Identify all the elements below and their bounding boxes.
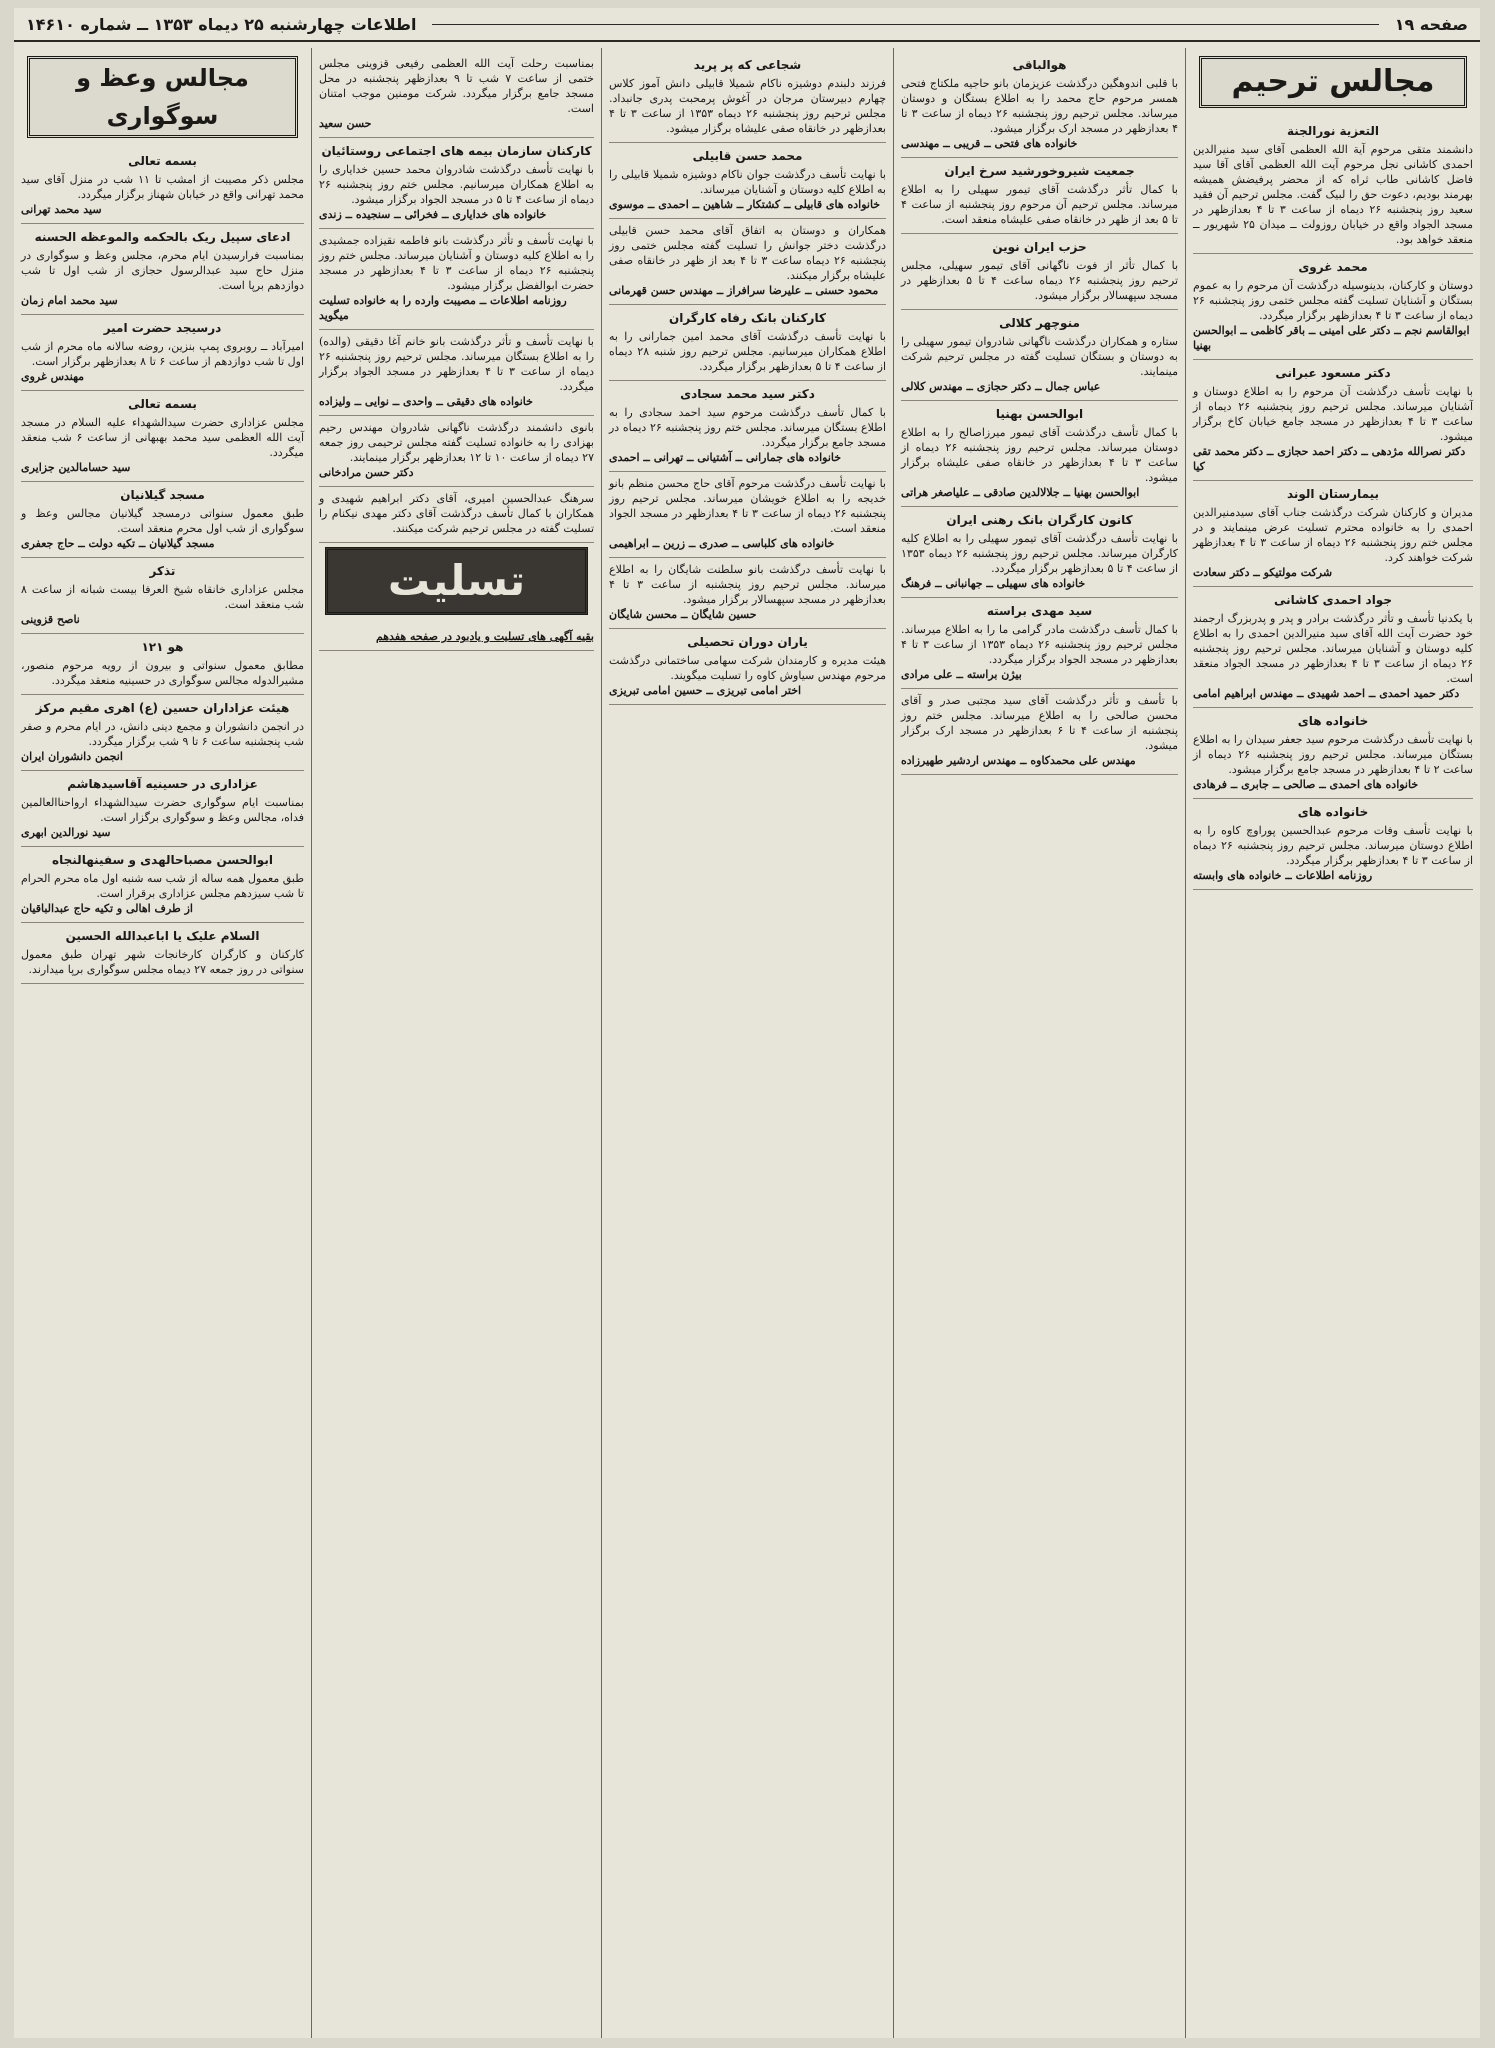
notice-signature: خانواده های قابیلی ــ کشتکار ــ شاهین ــ احمدی ــ موسوی [609, 198, 881, 211]
notice-title: یاران دوران تحصیلی [687, 635, 808, 649]
notice-title: بسمه تعالی [128, 397, 197, 411]
notice-title: بیمارستان الوند [1286, 487, 1380, 501]
notice-signature: خانواده های فتحی ــ قریبی ــ مهندسی [901, 137, 1078, 150]
notice [609, 219, 886, 305]
notice-signature: انجمن دانشوران ایران [21, 750, 123, 763]
notice-body: مطابق معمول سنواتی و بیرون از رویه مرحوم منصور، مشیرالدوله مجالس سوگواری در حسینیه منعقد میگردد. [21, 659, 304, 687]
notice [21, 224, 304, 315]
column-2-notices [901, 52, 1178, 775]
column-3-notices [609, 52, 886, 705]
notice [21, 634, 304, 695]
notice-signature: حسین شایگان ــ محسن شایگان [609, 608, 757, 621]
notice-signature: عباس جمال ــ دکتر حجازی ــ مهندس کلالی [901, 380, 1101, 393]
page-label: صفحه ۱۹ [1394, 14, 1468, 34]
notice-body: با کمال تأثر درگذشت آقای تیمور سهیلی را به اطلاع میرساند. مجلس ترحیم آن مرحوم روز پنجشنبه از ساعت ۴ تا ۵ بعد از ظهر در خانقاه صفی علیشاه منعقد است. [901, 183, 1178, 226]
notice-body: با نهایت تأسف درگذشت مرحوم آقای حاج محسن منظم بانو خدیجه را به اطلاع خویشان میرساند. مجلس ترحیم روز پنجشنبه ۲۶ دیماه از ساعت ۳ تا ۴ بعدازظهر در مسجد الجواد منعقد است. [609, 477, 887, 535]
notice [901, 507, 1178, 598]
notice [901, 689, 1178, 775]
column-1-notices [1193, 118, 1473, 890]
notice-signature: شرکت مولتیکو ــ دکتر سعادت [1193, 566, 1333, 579]
notice-body: با نهایت تأسف وفات مرحوم عبدالحسین پوراوچ کاوه را به اطلاع دوستان میرساند. مجلس ترحیم روز پنجشنبه ۲۶ دیماه از ساعت ۳ تا ۴ بعدازظهر برگزار میگردد. [1193, 824, 1473, 867]
notice [1193, 481, 1473, 587]
notice [609, 472, 886, 558]
notice-body: مجلس ذکر مصیبت از امشب تا ۱۱ شب در منزل آقای سید محمد تهرانی واقع در خیابان شهناز برگزار میگردد. [21, 173, 304, 201]
notice-body: بانوی دانشمند درگذشت ناگهانی شادروان مهندس رحیم بهزادی را به خانواده تسلیت گفته مجلس ترحیمی روز جمعه ۲۷ دیماه از ساعت ۱۰ تا ۱۲ بعدازظهر برگزار مینمایند. [319, 421, 594, 464]
notice-body: با یکدنیا تأسف و تأثر درگذشت برادر و پدر و پدربزرگ ارجمند خود حضرت آیت الله آقای سید منیرالدین احمدی را به اطلاع کلیه دوستان و آشنایان میرساند. مجلس ترحیم روز پنجشنبه ۲۶ دیماه از ساعت ۳ تا ۴ بعدازظهر در مسجد الجواد منعقد است. [1193, 612, 1473, 685]
notice-title: محمد غروی [1298, 260, 1368, 274]
notice-title: خانواده های [1297, 805, 1369, 819]
notice-body: با نهایت تأسف درگذشت بانو سلطنت شایگان را به اطلاع میرساند. مجلس ترحیم روز پنجشنبه از ساعت ۳ تا ۴ بعدازظهر در مسجد سپهسالار برگزار میشود. [609, 563, 886, 606]
notice [21, 847, 304, 923]
notice-title: ادعای سپیل ریک بالحکمه والموعظه الحسنه [34, 230, 291, 244]
notice-body: دانشمند متقی مرحوم آیة الله العظمی آقای سید منیرالدین احمدی کاشانی نجل مرحوم آیت الله العظمی آقای آقا سید فاضل کاشانی طاب ثراه که از محضر پرفیضش همیشه بهرمند بودیم، دعوت حق را لبیک گفت. مجلس ترحیم آن فقید سعید روز پنجشنبه ۲۶ دیماه از ساعت ۳ تا ۴ بعدازظهر در مسجد الجواد واقع در خیابان روزولت ــ میدان ۲۵ شهریور ــ منعقد خواهد بود. [1193, 143, 1474, 246]
notice-signature: سید حسامالدین جزایری [21, 461, 131, 474]
notice-body: با نهایت تأسف درگذشت آقای محمد امین جمارانی را به اطلاع همکاران میرسانیم. مجلس ترحیم روز شنبه ۲۸ دیماه از ساعت ۴ تا ۵ بعدازظهر برگزار میگردد. [609, 330, 886, 373]
notice-signature: محمود حسنی ــ علیرضا سرافراز ــ مهندس حسن قهرمانی [609, 284, 879, 297]
notice-signature: دکتر حمید احمدی ــ احمد شهیدی ــ مهندس ابراهیم امامی [1193, 687, 1460, 700]
notice-body: مجلس عزاداری خانقاه شیخ العرفا بیست شبانه از ساعت ۸ شب منعقد است. [21, 583, 304, 611]
notice-title: مسجد گیلانیان [120, 488, 205, 502]
notice-body: در انجمن دانشوران و مجمع دینی دانش، در ایام محرم و صفر شب پنجشنبه ساعت ۶ تا ۹ شب برگزار میگردد. [21, 720, 304, 748]
notice-title: تذکر [149, 564, 176, 578]
notice-signature: دکتر حسن مرادخانی [319, 466, 414, 479]
notice-body: ستاره و همکاران درگذشت ناگهانی شادروان تیمور سهیلی را به دوستان و بستگان تسلیت گفته در مجلس ترحیم شرکت مینمایند. [901, 335, 1178, 378]
notice [901, 310, 1178, 401]
notice-signature: ناصح قزوینی [21, 613, 80, 626]
notice-body: با نهایت تأسف درگذشت آن مرحوم را به اطلاع دوستان و آشنایان میرساند. مجلس ترحیم روز پنجشنبه ۲۶ دیماه از ساعت ۳ تا ۴ بعدازظهر در مسجد جامع خیابان کاخ برگزار میشود. [1193, 385, 1474, 443]
notice-title: هوالباقی [1012, 58, 1067, 72]
notice-body: دوستان و کارکنان، بدینوسیله درگذشت آن مرحوم را به عموم بستگان و آشنایان تسلیت گفته مجلس ختمی روز پنجشنبه ۲۶ دیماه از ساعت ۳ تا ۴ بعدازظهر برگزار میگردد. [1193, 279, 1473, 322]
notice [319, 330, 594, 416]
notice-signature: خانواده های دقیقی ــ واحدی ــ نوایی ــ ولیزاده [319, 395, 533, 408]
notice [609, 143, 886, 219]
notice-title: هو ۱۲۱ [141, 640, 184, 654]
notice-body: با کمال تأسف درگذشت آقای تیمور میرزاصالح را به اطلاع دوستان میرساند. مجلس ترحیم روز پنجشنبه ۲۶ دیماه از ساعت ۳ تا ۴ بعدازظهر در خانقاه صفی علیشاه برگزار میشود. [901, 426, 1178, 484]
notice-title: کارکنان بانک رفاه کارگران [669, 311, 826, 325]
header-rule [432, 24, 1378, 25]
notice-body: با نهایت تأسف درگذشت شادروان محمد حسین خدایاری را به اطلاع همکاران میرسانیم. مجلس ختم روز پنجشنبه ۲۶ دیماه از ساعت ۴ تا ۵ در مسجد الجواد برگزار میشود. [319, 163, 594, 206]
notice-signature: اختر امامی تبریزی ــ حسین امامی تبریزی [609, 684, 802, 697]
notice-body: بمناسبت ایام سوگواری حضرت سیدالشهداء ارواحناالعالمین فداه، مجالس وعظ و سوگواری برگزار است. [21, 796, 304, 824]
notice-body: امیرآباد ــ روبروی پمپ بنزین، روضه سالانه ماه محرم از شب اول تا شب دوازدهم از ساعت ۶ تا ۸ بعدازظهر برگزار است. [21, 340, 304, 368]
notice-title: ابوالحسن بهنیا [995, 407, 1084, 421]
notice-body: طبق معمول سنواتی درمسجد گیلانیان مجالس وعظ و سوگواری از شب اول محرم منعقد است. [21, 507, 304, 535]
footer-note-text: بقیه آگهی های تسلیت و یادبود در صفحه هفدهم [375, 630, 594, 643]
notice-signature: خانواده های کلباسی ــ صدری ــ زرین ــ ابراهیمی [609, 537, 835, 550]
notice-signature: ابوالقاسم نجم ــ دکتر علی امینی ــ باقر کاظمی ــ ابوالحسن بهنیا [1193, 324, 1470, 352]
notice-signature: مسجد گیلانیان ــ تکیه دولت ــ حاج جعفری [21, 537, 215, 550]
notice-signature: ابوالحسن بهنیا ــ جلالالدین صادقی ــ علیاصغر هراتی [901, 486, 1140, 499]
notice-title: منوچهر کلالی [999, 316, 1080, 330]
notice-body: فرزند دلبندم دوشیزه ناکام شمیلا قابیلی دانش آموز کلاس چهارم دبیرستان مرجان در آغوش پرمحبت پدری جانبداد. مجلس ترحیم روز پنجشنبه ۲۶ دیماه ۱۳۵۳ از ساعت ۳ تا ۴ بعدازظهر در خانقاه صفی علیشاه برگزار میشود. [609, 77, 887, 135]
notice-signature: حسن سعید [319, 117, 372, 130]
notice-title: جمعیت شیروخورشید سرخ ایران [944, 164, 1135, 178]
column-3 [601, 48, 893, 2038]
notice-title: شجاعی که پر پرید [693, 58, 802, 72]
vaaz-banner: مجالس وعظ و سوگواری [27, 56, 298, 138]
notice-title: عزاداری در حسینیه آقاسیدهاشم [67, 777, 258, 791]
notice [319, 229, 594, 330]
notice-title: هیئت عزاداران حسین (ع) اهری مقیم مرکز [35, 701, 290, 715]
notice-body: با نهایت تأسف درگذشت جوان ناکام دوشیزه شمیلا قابیلی را به اطلاع کلیه دوستان و آشنایان میرساند. [609, 168, 886, 196]
taslit-banner: تسلیت [325, 547, 588, 615]
notice-body: بمناسبت فرارسیدن ایام محرم، مجلس وعظ و سوگواری در منزل حاج سید عبدالرسول حجازی از شب اول تا شب دوازدهم برپا است. [21, 249, 304, 292]
notice [901, 52, 1178, 158]
notice [1193, 587, 1473, 708]
notice-signature: خانواده های سهیلی ــ جهانبانی ــ فرهنگ [901, 577, 1086, 590]
notice [21, 771, 304, 847]
notice-body: کارکنان و کارگران کارخانجات شهر تهران طبق معمول سنواتی در روز جمعه ۲۷ دیماه مجلس سوگواری برپا میدارند. [21, 948, 304, 976]
column-4-notices-top [319, 52, 594, 543]
notice-body: هیئت مدیره و کارمندان شرکت سهامی ساختمانی درگذشت مرحوم مهندس سیاوش کاوه را تسلیت میگویند. [609, 654, 886, 682]
notice-title: کارکنان سازمان بیمه های اجتماعی روستائیان [321, 144, 592, 158]
notice [319, 487, 594, 543]
notice [1193, 799, 1473, 890]
notice [609, 629, 886, 705]
notice [21, 315, 304, 391]
notice-body: با کمال تأسف درگذشت مرحوم سید احمد سجادی را به اطلاع بستگان میرساند. مجلس ختم روز پنجشنبه ۲۶ دیماه در مسجد جامع برگزار میگردد. [609, 406, 886, 449]
notice-signature: بیژن براسته ــ علی مرادی [901, 668, 1022, 681]
notice-signature: از طرف اهالی و تکیه حاج عبدالباقیان [21, 902, 193, 915]
notice-signature: سید محمد تهرانی [21, 203, 102, 216]
notice [319, 52, 594, 138]
notice [21, 391, 304, 482]
newspaper-page [14, 8, 1480, 2038]
notice-signature: خانواده های خدایاری ــ فخرائی ــ سنجیده ــ زندی [319, 208, 547, 221]
notice-signature: روزنامه اطلاعات ــ مصیبت وارده را به خانواده تسلیت میگوید [319, 294, 567, 322]
notice [21, 482, 304, 558]
notice [901, 234, 1178, 310]
notice-body: با تأسف و تأثر درگذشت آقای سید مجتبی صدر و آقای محسن صالحی را به اطلاع میرساند. مجلس ختم روز پنجشنبه از ساعت ۴ تا ۶ بعدازظهر در مسجد ارک برگزار میشود. [901, 694, 1179, 752]
notice-body: با کمال تأثر از فوت ناگهانی آقای تیمور سهیلی، مجلس ترحیم روز پنجشنبه ۲۶ دیماه ساعت ۴ تا ۵ بعدازظهر در مسجد سپهسالار برگزار میشود. [901, 259, 1179, 302]
page-header [14, 8, 1480, 42]
notice-title: دکتر مسعود عبرانی [1275, 366, 1391, 380]
notice-title: حزب ایران نوین [992, 240, 1087, 254]
footer-note [319, 625, 594, 651]
notice-title: ابوالحسن مصباحالهدی و سفینهالنجاه [52, 853, 273, 867]
notice [609, 305, 886, 381]
notice [1193, 254, 1473, 360]
notice [1193, 360, 1473, 481]
notice [609, 52, 886, 143]
notice-body: سرهنگ عبدالحسین امیری، آقای دکتر ابراهیم شهیدی و همکاران با کمال تأسف درگذشت آقای دکتر مهدی نیکنام را تسلیت گفته در مجلس ترحیم شرکت میکنند. [319, 492, 594, 535]
tarhim-banner: مجالس ترحیم [1199, 56, 1467, 108]
column-2 [893, 48, 1185, 2038]
notice-signature: مهندس غروی [21, 370, 85, 383]
notice-body: مدیران و کارکنان شرکت درگذشت جناب آقای سیدمنیرالدین احمدی را به خانواده محترم تسلیت عرض مینمایند و در مجلس ختم روز پنجشنبه ۲۶ دیماه از ساعت ۳ تا ۴ بعدازظهر شرکت خواهند کرد. [1193, 506, 1473, 564]
notice [21, 558, 304, 634]
notice-body: با نهایت تأسف و تأثر درگذشت بانو خانم آغا دقیقی (والده) را به اطلاع بستگان میرساند. مجلس ترحیم روز پنجشنبه ۲۶ دیماه از ساعت ۳ تا ۴ بعدازظهر در مسجد الجواد برگزار میگردد. [319, 335, 594, 393]
notice-signature: سید محمد امام زمان [21, 294, 118, 307]
notice-body: با قلبی اندوهگین درگذشت عزیزمان بانو حاجیه ملکتاج فتحی همسر مرحوم حاج محمد را به اطلاع بستگان و دوستان میرساند. مجلس ترحیم روز پنجشنبه ۲۶ دیماه از ساعت ۳ تا ۴ بعدازظهر در مسجد ارک برگزار میشود. [901, 77, 1178, 135]
notice [319, 138, 594, 229]
notice-title: درسیجد حضرت امیر [103, 321, 222, 335]
notice [21, 923, 304, 984]
notice-body: بمناسبت رحلت آیت الله العظمی رفیعی قزوینی مجلس ختمی از ساعت ۷ شب تا ۹ بعدازظهر پنجشنبه در محل مسجد جامع برگزار میگردد. شرکت مومنین موجب امتنان است. [319, 57, 594, 115]
notice [1193, 708, 1473, 799]
notice-title: التعزیة نورالجنة [1286, 124, 1380, 138]
notice-signature: خانواده های احمدی ــ صالحی ــ جابری ــ فرهادی [1193, 778, 1419, 791]
columns [14, 48, 1480, 2038]
notice [21, 148, 304, 224]
notice [901, 598, 1178, 689]
notice [609, 558, 886, 629]
notice-title: جواد احمدی کاشانی [1274, 593, 1392, 607]
notice [901, 158, 1178, 234]
notice-title: کانون کارگران بانک رهنی ایران [946, 513, 1133, 527]
notice-title: خانواده های [1297, 714, 1369, 728]
notice-body: با نهایت تأسف درگذشت مرحوم سید جعفر سیدان را به اطلاع بستگان میرساند. مجلس ترحیم روز پنجشنبه ۲۶ دیماه از ساعت ۲ تا ۴ بعدازظهر در مسجد جامع برگزار میشود. [1193, 733, 1474, 776]
notice [609, 381, 886, 472]
notice-body: همکاران و دوستان به اتفاق آقای محمد حسن قابیلی درگذشت دختر جوانش را تسلیت گفته مجلس ختمی روز پنجشنبه ۲۶ دیماه ساعت ۳ تا ۴ بعد از ظهر در خانقاه صفی علیشاه برگزار میکنند. [609, 224, 887, 282]
notice-body: با نهایت تأسف و تأثر درگذشت بانو فاطمه نقیزاده جمشیدی را به اطلاع کلیه دوستان و آشنایان میرساند. مجلس ختم روز پنجشنبه ۲۶ دیماه از ساعت ۳ تا ۴ بعدازظهر در مسجد حضرت ابوالفضل برگزار میشود. [319, 234, 595, 292]
column-4 [311, 48, 601, 2038]
notice-signature: سید نورالدین ابهری [21, 826, 111, 839]
notice-body: با کمال تأسف درگذشت مادر گرامی ما را به اطلاع میرساند. مجلس ترحیم روز پنجشنبه ۲۶ دیماه ۱۳۵۳ از ساعت ۳ تا ۴ بعدازظهر در مسجد الجواد برگزار میگردد. [901, 623, 1179, 666]
notice-body: با نهایت تأسف درگذشت آقای تیمور سهیلی را به اطلاع کلیه کارگران میرساند. مجلس ترحیم روز پنجشنبه ۲۶ دیماه ۱۳۵۳ از ساعت ۴ تا ۵ بعدازظهر برگزار میگردد. [901, 532, 1178, 575]
notice-signature: روزنامه اطلاعات ــ خانواده های وابسته [1193, 869, 1373, 882]
notice [901, 401, 1178, 507]
notice-body: مجلس عزاداری حضرت سیدالشهداء علیه السلام در مسجد آیت الله العظمی سید محمد بهبهانی از ساعت ۶ شب منعقد میگردد. [21, 416, 304, 459]
notice-title: محمد حسن قابیلی [692, 149, 803, 163]
notice-body: طبق معمول همه ساله از شب سه شنبه اول ماه محرم الحرام تا شب سیزدهم مجلس عزاداری برقرار است. [21, 872, 304, 900]
notice-signature: دکتر نصرالله مژدهی ــ دکتر احمد حجازی ــ دکتر محمد تقی کیا [1193, 445, 1466, 473]
notice-signature: خانواده های جمارانی ــ آشتیانی ــ تهرانی ــ احمدی [609, 451, 842, 464]
notice-title: بسمه تعالی [128, 154, 197, 168]
issue-line: اطلاعات چهارشنبه ۲۵ دیماه ۱۳۵۳ ــ شماره ۱۴۶۱۰ [26, 14, 417, 34]
notice-signature: مهندس علی محمدکاوه ــ مهندس اردشیر طهیرزاده [901, 754, 1136, 767]
notice [21, 695, 304, 771]
notice-title: دکتر سید محمد سجادی [680, 387, 815, 401]
notice [1193, 118, 1473, 254]
column-5-notices [21, 148, 304, 984]
notice-title: سید مهدی براسته [986, 604, 1093, 618]
notice [319, 416, 594, 487]
column-1 [1185, 48, 1480, 2038]
notice-title: السلام علیک یا اباعبدالله الحسین [65, 929, 260, 943]
column-5 [14, 48, 311, 2038]
